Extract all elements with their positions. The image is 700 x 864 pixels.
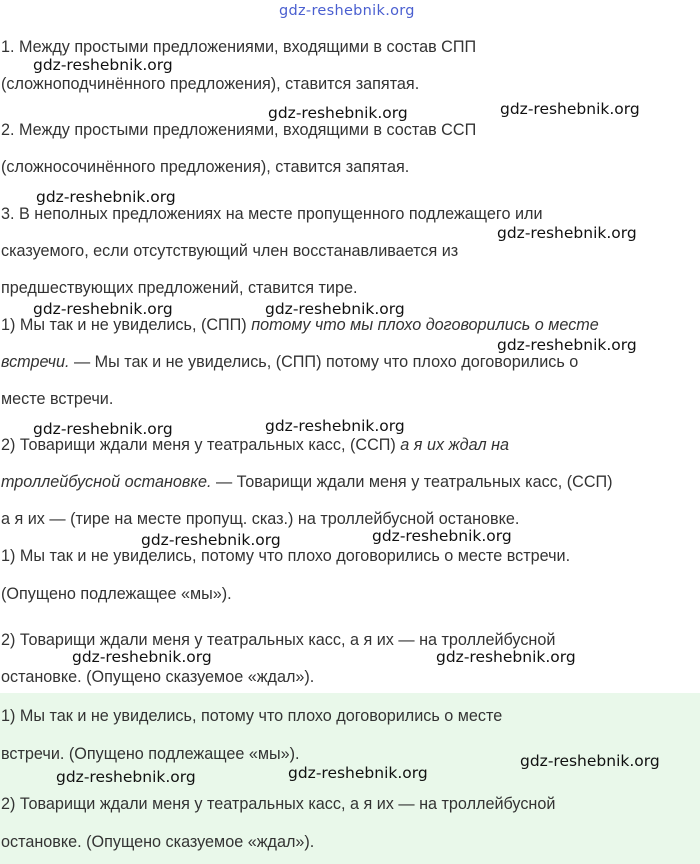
watermark: gdz-reshebnik.org [141, 531, 281, 549]
watermark: gdz-reshebnik.org [265, 417, 405, 435]
watermark: gdz-reshebnik.org [33, 300, 173, 318]
header-watermark: gdz-reshebnik.org [279, 3, 415, 19]
example-2-line-1 [1, 435, 509, 455]
example-1-italic: потому что мы плохо договорились о месте [251, 316, 599, 334]
example-2-line-3: а я их — (тире на месте пропущ. сказ.) на троллейбусной остановке. [1, 510, 520, 528]
note-1-line-2: (Опущено подлежащее «мы»). [1, 585, 232, 603]
example-2-italic-end: троллейбусной остановке. [1, 473, 212, 491]
answer-2-line-1: 2) Товарищи ждали меня у театральных касс, а я их — на троллейбусной [1, 795, 556, 813]
example-2-plain: 2) Товарищи ждали меня у театральных касс, (ССП) [1, 436, 401, 454]
watermark: gdz-reshebnik.org [268, 104, 408, 122]
example-1-line-2 [1, 352, 578, 372]
example-2-rewrite: — Товарищи ждали меня у театральных касс, (ССП) [211, 473, 613, 491]
example-1-line-1 [1, 315, 599, 335]
watermark: gdz-reshebnik.org [33, 56, 173, 74]
rule-1-line-1: 1. Между простыми предложениями, входящими в состав СПП [1, 38, 477, 56]
note-1-line-1: 1) Мы так и не увиделись, потому что плохо договорились о месте встречи. [1, 547, 571, 565]
watermark: gdz-reshebnik.org [265, 300, 405, 318]
watermark: gdz-reshebnik.org [497, 224, 637, 242]
watermark: gdz-reshebnik.org [36, 188, 176, 206]
rule-3-line-2: сказуемого, если отсутствующий член восстанавливается из [1, 242, 459, 260]
example-1-plain: 1) Мы так и не увиделись, (СПП) [1, 316, 252, 334]
note-2-line-2: остановке. (Опущено сказуемое «ждал»). [1, 668, 315, 686]
rule-2-line-2: (сложносочинённого предложения), ставится запятая. [1, 158, 410, 176]
rule-1-line-2: (сложноподчинённого предложения), ставится запятая. [1, 75, 420, 93]
watermark: gdz-reshebnik.org [436, 648, 576, 666]
watermark: gdz-reshebnik.org [72, 648, 212, 666]
example-1-rewrite: — Мы так и не увиделись, (СПП) потому что плохо договорились о [69, 353, 579, 371]
watermark: gdz-reshebnik.org [372, 527, 512, 545]
watermark: gdz-reshebnik.org [56, 768, 196, 786]
example-2-italic: а я их ждал на [400, 436, 509, 454]
watermark: gdz-reshebnik.org [497, 336, 637, 354]
watermark: gdz-reshebnik.org [33, 420, 173, 438]
example-2-line-2 [1, 472, 613, 492]
watermark: gdz-reshebnik.org [288, 764, 428, 782]
rule-2-line-1: 2. Между простыми предложениями, входящими в состав ССП [1, 121, 477, 139]
answer-1-line-2: встречи. (Опущено подлежащее «мы»). [1, 745, 300, 763]
example-1-line-3: месте встречи. [1, 390, 114, 408]
watermark: gdz-reshebnik.org [520, 752, 660, 770]
watermark: gdz-reshebnik.org [500, 100, 640, 118]
answer-2-line-2: остановке. (Опущено сказуемое «ждал»). [1, 833, 315, 851]
answer-1-line-1: 1) Мы так и не увиделись, потому что плохо договорились о месте [1, 707, 503, 725]
note-2-line-1: 2) Товарищи ждали меня у театральных касс, а я их — на троллейбусной [1, 631, 556, 649]
rule-3-line-1: 3. В неполных предложениях на месте пропущенного подлежащего или [1, 205, 543, 223]
rule-3-line-3: предшествующих предложений, ставится тире. [1, 279, 358, 297]
example-1-italic-end: встречи. [1, 353, 70, 371]
